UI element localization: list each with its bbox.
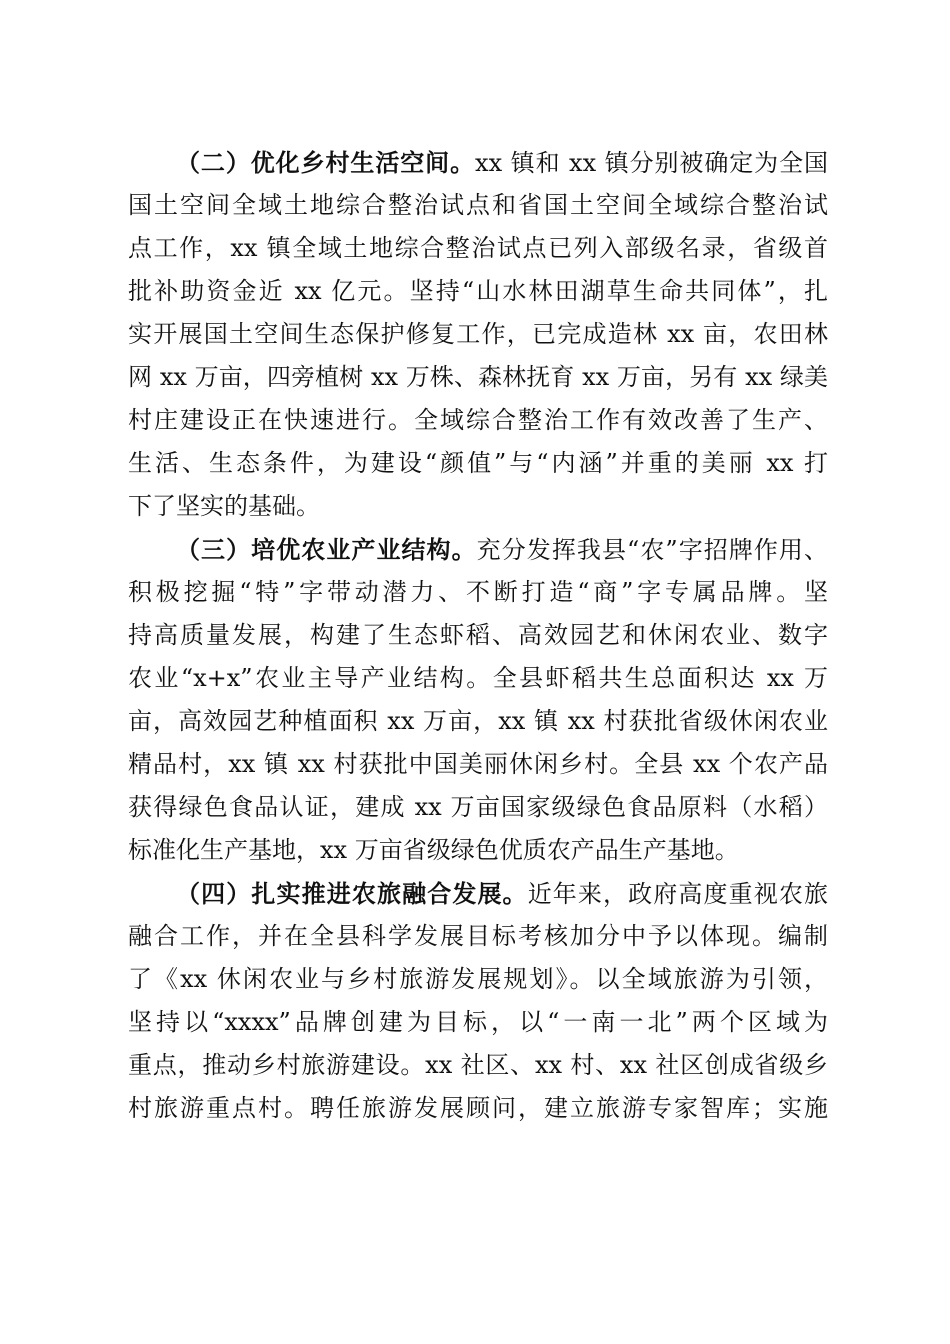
- paragraph-first-line: [128, 872, 828, 915]
- text-line: 精品村，xx 镇 xx 村获批中国美丽休闲乡村。全县 xx 个农产品: [128, 750, 828, 778]
- paragraph-optimize-rural-living-space: [128, 141, 828, 528]
- text-line: 标准化生产基地，xx 万亩省级绿色优质农产品生产基地。: [128, 836, 739, 864]
- text-line: 获得绿色食品认证，建成 xx 万亩国家级绿色食品原料（水稻）: [128, 793, 828, 821]
- text-line: 重点，推动乡村旅游建设。xx 社区、xx 村、xx 社区创成省级乡: [128, 1051, 828, 1079]
- text-line: 融合工作，并在全县科学发展目标考核加分中予以体现。编制: [128, 922, 828, 950]
- text-line: 批补助资金近 xx 亿元。坚持“山水林田湖草生命共同体”，扎: [128, 277, 828, 305]
- paragraph-first-line: [128, 141, 828, 184]
- section-heading: （四）扎实推进农旅融合发展。: [176, 879, 528, 908]
- text-line: xx 镇和 xx 镇分别被确定为全国: [475, 149, 829, 177]
- paragraph-first-line: [128, 528, 828, 571]
- paragraph-optimize-agricultural-structure: [128, 528, 828, 872]
- text-line: 亩，高效园艺种植面积 xx 万亩，xx 镇 xx 村获批省级休闲农业: [128, 707, 828, 735]
- section-heading: （二）优化乡村生活空间。: [176, 148, 476, 177]
- document-body: [128, 141, 828, 1130]
- text-line: 实开展国土空间生态保护修复工作，已完成造林 xx 亩，农田林: [128, 320, 828, 348]
- text-line: 生活、生态条件，为建设“颜值”与“内涵”并重的美丽 xx 打: [128, 449, 828, 477]
- text-line: 下了坚实的基础。: [128, 492, 320, 520]
- text-line: 坚持以“xxxx”品牌创建为目标，以“一南一北”两个区域为: [128, 1008, 828, 1036]
- text-line: 了《xx 休闲农业与乡村旅游发展规划》。以全域旅游为引领，: [128, 965, 828, 993]
- text-line: 农业“x+x”农业主导产业结构。全县虾稻共生总面积达 xx 万: [128, 664, 828, 692]
- text-line: 网 xx 万亩，四旁植树 xx 万株、森林抚育 xx 万亩，另有 xx 绿美: [128, 363, 828, 391]
- paragraph-agri-tourism-integration: [128, 872, 828, 1130]
- text-line: 国土空间全域土地综合整治试点和省国土空间全域综合整治试: [128, 191, 828, 219]
- text-line: 村庄建设正在快速进行。全域综合整治工作有效改善了生产、: [128, 406, 828, 434]
- text-line: 近年来，政府高度重视农旅: [527, 880, 829, 908]
- text-line: 点工作，xx 镇全域土地综合整治试点已列入部级名录，省级首: [128, 234, 828, 262]
- text-line: 积极挖掘“特”字带动潜力、不断打造“商”字专属品牌。坚: [128, 578, 828, 606]
- text-line: 充分发挥我县“农”字招牌作用、: [476, 536, 828, 564]
- section-heading: （三）培优农业产业结构。: [176, 535, 477, 564]
- text-line: 持高质量发展，构建了生态虾稻、高效园艺和休闲农业、数字: [128, 621, 828, 649]
- text-line: 村旅游重点村。聘任旅游发展顾问，建立旅游专家智库；实施: [128, 1094, 828, 1122]
